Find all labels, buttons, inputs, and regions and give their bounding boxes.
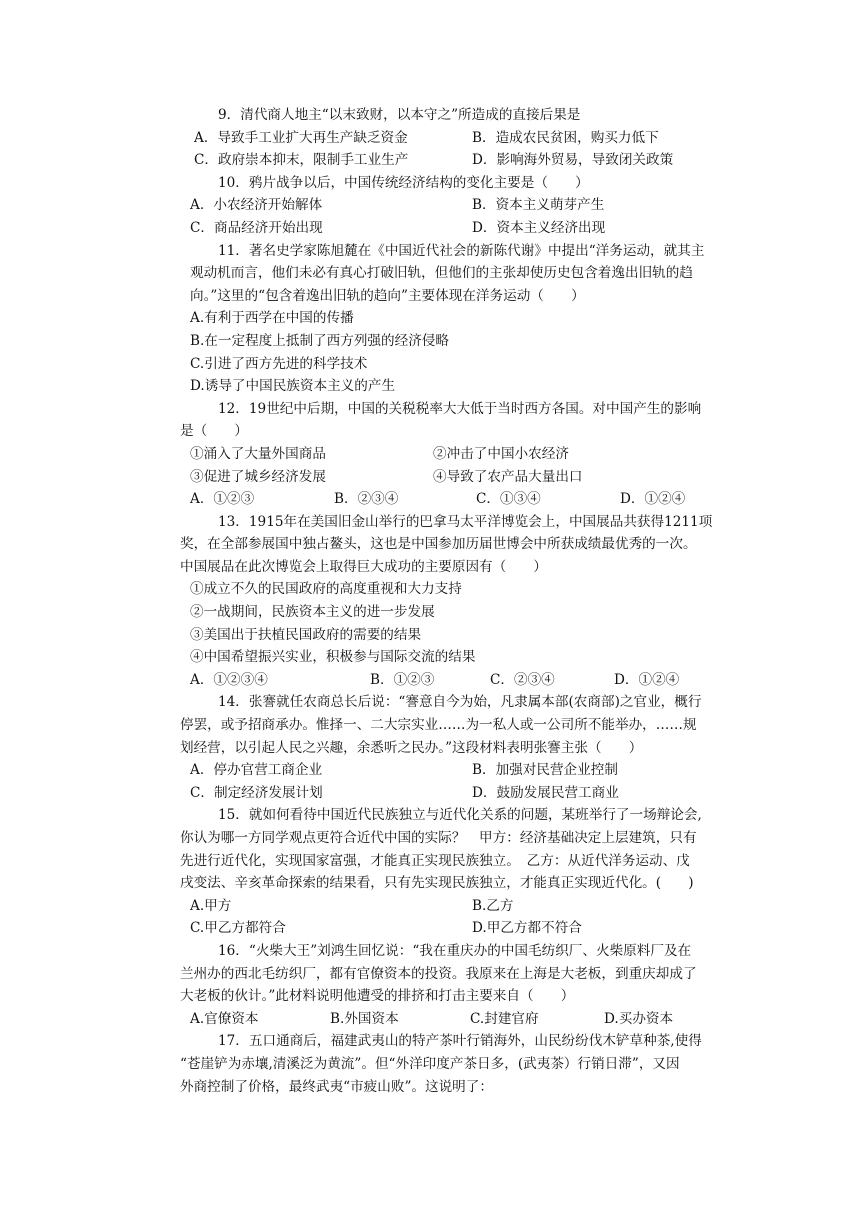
question-13-item-2: ②一战期间，民族资本主义的进一步发展 bbox=[190, 604, 435, 621]
question-13-stem-line-2: 奖，在全部参展国中独占鳌头，这也是中国参加历届世博会中所获成绩最优秀的一次。 bbox=[180, 536, 697, 553]
question-10-options-row-2 bbox=[190, 217, 730, 240]
question-12-item-3: ③促进了城乡经济发展 bbox=[190, 468, 326, 485]
question-13-option-d[interactable]: D．①②④ bbox=[614, 671, 680, 688]
question-16-option-a[interactable]: A.官僚资本 bbox=[190, 1010, 259, 1027]
question-16-option-c[interactable]: C.封建官府 bbox=[470, 1010, 539, 1027]
question-16 bbox=[180, 940, 730, 1030]
question-11-stem-line-1: 11．著名史学家陈旭麓在《中国近代社会的新陈代谢》中提出“洋务运动，就其主 bbox=[218, 242, 705, 259]
question-10-stem: 10．鸦片战争以后，中国传统经济结构的变化主要是（ ） bbox=[218, 174, 589, 191]
question-12-items-row-1 bbox=[190, 443, 730, 466]
question-11-stem-line-2: 观动机而言，他们未必有真心打破旧轨，但他们的主张却使历史包含着逸出旧轨的趋 bbox=[190, 265, 693, 282]
question-9-option-a[interactable]: A．导致手工业扩大再生产缺乏资金 bbox=[194, 129, 408, 146]
question-12-item-2: ②冲击了中国小农经济 bbox=[433, 445, 569, 462]
question-14-stem-line-2: 停罢，或予招商承办。惟择一、二大宗实业……为一私人或一公司所不能举办，……规 bbox=[180, 717, 697, 734]
question-10 bbox=[190, 172, 730, 240]
question-15-option-c[interactable]: C.甲乙方都符合 bbox=[190, 920, 286, 937]
question-15-stem-line-4: 戌变法、辛亥革命探索的结果看，只有先实现民族独立，才能真正实现近代化。( ) bbox=[180, 875, 694, 892]
question-16-stem-line-2: 兰州办的西北毛纺织厂，都有官僚资本的投资。我原来在上海是大老板，到重庆却成了 bbox=[180, 965, 697, 982]
question-16-options-row bbox=[190, 1008, 730, 1031]
question-10-option-d[interactable]: D．资本主义经济出现 bbox=[472, 219, 606, 236]
question-12 bbox=[180, 398, 730, 511]
question-13-option-b[interactable]: B．①②③ bbox=[370, 671, 435, 688]
question-10-option-a[interactable]: A．小农经济开始解体 bbox=[190, 197, 323, 214]
question-13-option-a[interactable]: A．①②③④ bbox=[190, 671, 268, 688]
question-9-option-b[interactable]: B．造成农民贫困，购买力低下 bbox=[472, 129, 659, 146]
question-16-option-d[interactable]: D.买办资本 bbox=[604, 1010, 674, 1027]
question-15-options-row-2 bbox=[190, 917, 730, 940]
question-13-option-c[interactable]: C．②③④ bbox=[490, 671, 555, 688]
question-12-option-a[interactable]: A．①②③ bbox=[190, 491, 255, 508]
question-12-options-row bbox=[190, 488, 730, 511]
question-17-stem-line-2: “苍崖铲为赤壤,清溪泛为黄流”。但“外洋印度产茶日多，(武夷茶）行销日滞”，又因 bbox=[180, 1055, 680, 1072]
question-17 bbox=[180, 1030, 730, 1098]
question-17-stem-line-3: 外商控制了价格，最终武夷“市疲山败”。这说明了： bbox=[180, 1078, 493, 1095]
question-13 bbox=[180, 511, 730, 692]
question-11-stem-line-3: 向。”这里的“包含着逸出旧轨的趋向”主要体现在洋务运动（ ） bbox=[190, 287, 585, 304]
question-9-stem: 9．清代商人地主“以末致财，以本守之”所造成的直接后果是 bbox=[218, 107, 581, 123]
question-13-stem-line-1: 13．1915年在美国旧金山举行的巴拿马太平洋博览会上，中国展品共获得1211项 bbox=[218, 513, 713, 530]
question-14-option-d[interactable]: D．鼓励发展民营工商业 bbox=[472, 784, 619, 801]
question-10-option-b[interactable]: B．资本主义萌芽产生 bbox=[472, 197, 605, 214]
question-15-option-a[interactable]: A.甲方 bbox=[190, 897, 232, 914]
question-12-option-b[interactable]: B．②③④ bbox=[334, 491, 399, 508]
question-12-stem-line-1: 12．19世纪中后期，中国的关税税率大大低于当时西方各国。对中国产生的影响 bbox=[218, 400, 702, 417]
question-14-option-c[interactable]: C．制定经济发展计划 bbox=[190, 784, 323, 801]
question-list bbox=[180, 104, 730, 1098]
question-12-option-d[interactable]: D．①②④ bbox=[620, 491, 686, 508]
question-12-item-4: ④导致了农产品大量出口 bbox=[433, 468, 583, 485]
question-13-item-3: ③美国出于扶植民国政府的需要的结果 bbox=[190, 626, 422, 643]
question-14-option-a[interactable]: A．停办官营工商企业 bbox=[190, 762, 323, 779]
question-9-option-d[interactable]: D．影响海外贸易，导致闭关政策 bbox=[472, 152, 674, 169]
question-16-stem-line-3: 大老板的伙计。”此材料说明他遭受的排挤和打击主要来自（ ） bbox=[180, 988, 575, 1005]
question-9-options-row-1 bbox=[190, 127, 730, 150]
question-13-item-4: ④中国希望振兴实业，积极参与国际交流的结果 bbox=[190, 649, 476, 666]
question-9 bbox=[190, 104, 730, 172]
question-12-item-1: ①涌入了大量外国商品 bbox=[190, 445, 326, 462]
question-9-option-c[interactable]: C．政府崇本抑末，限制手工业生产 bbox=[194, 152, 409, 169]
question-11-option-d[interactable]: D.诱导了中国民族资本主义的产生 bbox=[190, 378, 396, 395]
question-11 bbox=[190, 240, 730, 398]
question-9-options-row-2 bbox=[190, 149, 730, 172]
question-16-stem-line-1: 16．“火柴大王”刘鸿生回忆说：“我在重庆办的中国毛纺织厂、火柴原料厂及在 bbox=[218, 942, 692, 959]
question-12-option-c[interactable]: C．①③④ bbox=[476, 491, 541, 508]
question-11-option-a[interactable]: A.有利于西学在中国的传播 bbox=[190, 310, 354, 327]
question-15-option-d[interactable]: D.甲乙方都不符合 bbox=[472, 920, 582, 937]
question-15-stem-line-1: 15．就如何看待中国近代民族独立与近代化关系的问题，某班举行了一场辩论会, bbox=[218, 807, 702, 824]
question-12-stem-line-2: 是（ ） bbox=[180, 423, 248, 440]
question-11-option-c[interactable]: C.引进了西方先进的科学技术 bbox=[190, 355, 368, 372]
question-14 bbox=[180, 691, 730, 804]
question-17-stem-line-1: 17．五口通商后，福建武夷山的特产茶叶行销海外，山民纷纷伐木铲草种茶,使得 bbox=[218, 1033, 702, 1050]
question-10-option-c[interactable]: C．商品经济开始出现 bbox=[190, 219, 323, 236]
question-15-stem-line-3: 先进行近代化，实现国家富强，才能真正实现民族独立。 乙方：从近代洋务运动、戊 bbox=[180, 852, 690, 869]
question-16-option-b[interactable]: B.外国资本 bbox=[330, 1010, 399, 1027]
question-14-stem-line-1: 14．张謇就任农商总长后说：“謇意自今为始，凡隶属本部(农商部)之官业，概行 bbox=[218, 694, 702, 711]
question-11-option-b[interactable]: B.在一定程度上抵制了西方列强的经济侵略 bbox=[190, 332, 449, 349]
question-14-options-row-2 bbox=[190, 782, 730, 805]
question-15-stem-line-2: 你认为哪一方同学观点更符合近代中国的实际？ 甲方：经济基础决定上层建筑，只有 bbox=[180, 830, 697, 846]
question-10-options-row-1 bbox=[190, 194, 730, 217]
question-14-options-row-1 bbox=[190, 759, 730, 782]
question-14-option-b[interactable]: B．加强对民营企业控制 bbox=[472, 762, 618, 779]
question-14-stem-line-3: 划经营，以引起人民之兴趣，余悉听之民办。”这段材料表明张謇主张（ ） bbox=[180, 739, 643, 756]
question-15-options-row-1 bbox=[190, 895, 730, 918]
question-12-items-row-2 bbox=[190, 466, 730, 489]
question-13-item-1: ①成立不久的民国政府的高度重视和大力支持 bbox=[190, 581, 462, 598]
question-13-options-row bbox=[190, 669, 730, 692]
question-15 bbox=[180, 804, 730, 940]
question-15-option-b[interactable]: B.乙方 bbox=[472, 897, 514, 914]
question-13-stem-line-3: 中国展品在此次博览会上取得巨大成功的主要原因有（ ） bbox=[180, 558, 548, 575]
